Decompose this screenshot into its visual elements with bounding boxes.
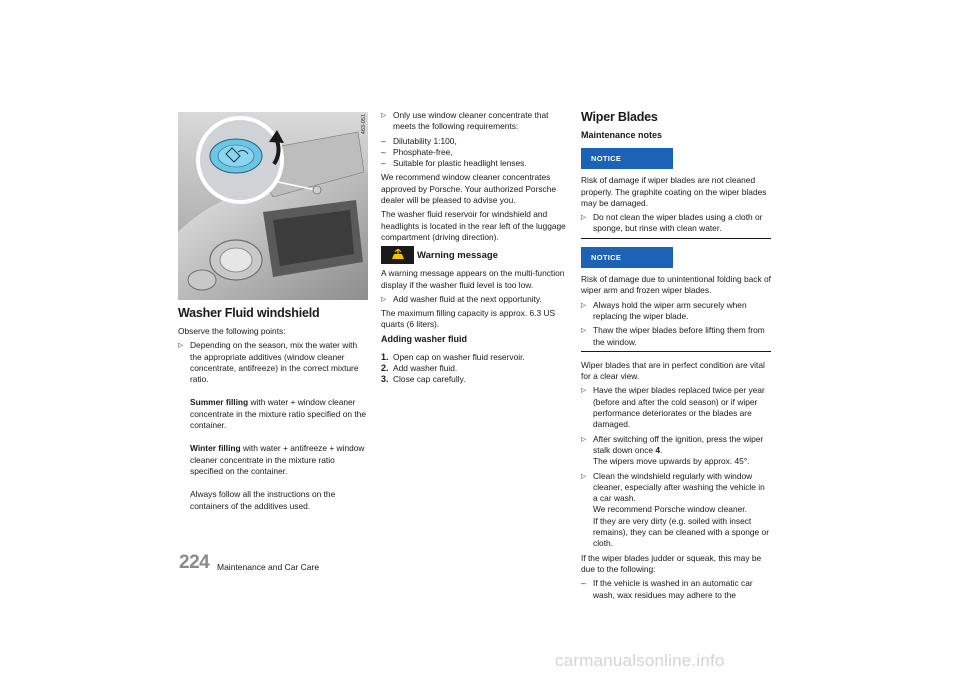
winter-filling-text: with water + antifreeze + window cleaner concentrate in the mixture ratio specified on the container. xyxy=(190,443,365,476)
notice-badge: NOTICE xyxy=(581,247,673,268)
bullet-replace-twice: ▷ Have the wiper blades replaced twice per year (before and after the cold season) or if wiper performance deteriorates or the blades are damaged. xyxy=(581,385,771,430)
notice-folding-text: Risk of damage due to unintentional folding back of wiper arm and frozen wiper blades. xyxy=(581,274,771,296)
step-item xyxy=(381,363,571,374)
press-stalk-period: . xyxy=(660,444,663,455)
press-stalk-text: After switching off the ignition, press the wiper stalk down once xyxy=(593,433,764,455)
summer-filling-label: Summer filling xyxy=(190,397,249,408)
dirty-blades-text: If they are very dirty (e.g. soiled with insect remains), they can be cleaned with a sponge or cloth. xyxy=(593,515,769,549)
column-wiper-blades xyxy=(581,110,771,604)
warning-message-title: Warning message xyxy=(417,249,498,261)
page-number: 224 xyxy=(179,552,210,573)
reservoir-location-paragraph: The washer fluid reservoir for windshield and headlights is located in the rear left of the luggage compartment (driving direction). xyxy=(381,209,566,242)
step-number: 2. xyxy=(381,363,389,374)
recommend-paragraph: We recommend window cleaner concentrates approved by Porsche. Your authorized Porsche dealer will be pleased to advise you. xyxy=(381,172,557,206)
column-requirements xyxy=(381,110,571,386)
bullet-cleaner-requirements: ▷ Only use window cleaner concentrate that meets the following requirements: xyxy=(381,110,571,133)
requirement-phosphate-free: – Phosphate-free, xyxy=(381,147,571,158)
step-text: Add washer fluid. xyxy=(393,363,458,374)
step-item xyxy=(381,352,571,363)
notice-graphite-text: Risk of damage if wiper blades are not cleaned properly. The graphite coating on the wiper blades may be damaged. xyxy=(581,175,767,208)
column-washer-fluid xyxy=(178,306,368,515)
bullet-clean-windshield: ▷ Clean the windshield regularly with window cleaner, especially after washing the vehicle in a car wash. xyxy=(581,471,771,505)
recommend-cleaner-text: We recommend Porsche window cleaner. xyxy=(593,504,747,515)
requirement-dilutability: – Dilutability 1:100, xyxy=(381,136,571,147)
requirement-plastic-lenses: – Suitable for plastic headlight lenses. xyxy=(381,158,571,169)
warning-description: A warning message appears on the multi-function display if the washer fluid level is too low. xyxy=(381,268,565,290)
warning-message-heading xyxy=(381,246,571,264)
watermark-link[interactable]: carmanualsonline.info xyxy=(555,651,725,670)
winter-filling-paragraph xyxy=(178,443,368,477)
summer-filling-paragraph xyxy=(178,397,368,431)
notice-thaw-bullet: ▷ Thaw the wiper blades before lifting them from the window. xyxy=(581,325,771,348)
step-item xyxy=(381,374,571,385)
step-number: 1. xyxy=(381,351,389,362)
notice-rinse-bullet: ▷ Do not clean the wiper blades using a cloth or sponge, but rinse with clean water. xyxy=(581,212,771,235)
washer-fluid-warning-icon xyxy=(381,246,414,264)
wipers-move-text: The wipers move upwards by approx. 45°. xyxy=(593,456,750,467)
follow-instructions-text: Always follow all the instructions on the containers of the additives used. xyxy=(190,489,336,511)
notice-divider xyxy=(581,351,771,352)
section-title-washer-fluid: Washer Fluid windshield xyxy=(178,306,320,320)
stalk-position-number: 4 xyxy=(655,444,661,455)
bullet-add-washer-fluid: ▷ Add washer fluid at the next opportunity. xyxy=(381,294,571,305)
notice-divider xyxy=(581,238,771,239)
notice-hold-arm-bullet: ▷ Always hold the wiper arm securely when replacing the wiper blade. xyxy=(581,300,771,323)
step-text: Close cap carefully. xyxy=(393,374,466,385)
judder-paragraph: If the wiper blades judder or squeak, this may be due to the following: xyxy=(581,552,762,574)
intro-text: Observe the following points: xyxy=(178,326,286,336)
winter-filling-label: Winter filling xyxy=(190,443,241,454)
car-wash-wax-item: – If the vehicle is washed in an automatic car wash, wax residues may adhere to the xyxy=(581,578,771,601)
bullet-press-stalk xyxy=(581,434,771,457)
notice-badge: NOTICE xyxy=(581,148,673,169)
bullet-mix-additives: ▷ Depending on the season, mix the water with the appropriate additives (window cleaner concentrate, antifreeze) in the correct mixture ratio. xyxy=(178,340,368,385)
capacity-paragraph: The maximum filling capacity is approx. 6.3 US quarts (6 liters). xyxy=(381,308,556,330)
washer-reservoir-illustration xyxy=(178,112,368,300)
step-number: 3. xyxy=(381,374,389,385)
figure-code: 463-051 xyxy=(361,114,367,135)
section-title-wiper-blades: Wiper Blades xyxy=(581,110,658,124)
section-name: Maintenance and Car Care xyxy=(217,562,320,572)
clear-view-paragraph: Wiper blades that are in perfect condition are vital for a clear view. xyxy=(581,359,765,382)
adding-washer-fluid-title: Adding washer fluid xyxy=(381,333,468,344)
summer-filling-text: with water + window cleaner concentrate in the mixture ratio specified on the container. xyxy=(190,397,366,431)
step-text: Open cap on washer fluid reservoir. xyxy=(393,351,525,362)
maintenance-notes-title: Maintenance notes xyxy=(581,130,663,140)
